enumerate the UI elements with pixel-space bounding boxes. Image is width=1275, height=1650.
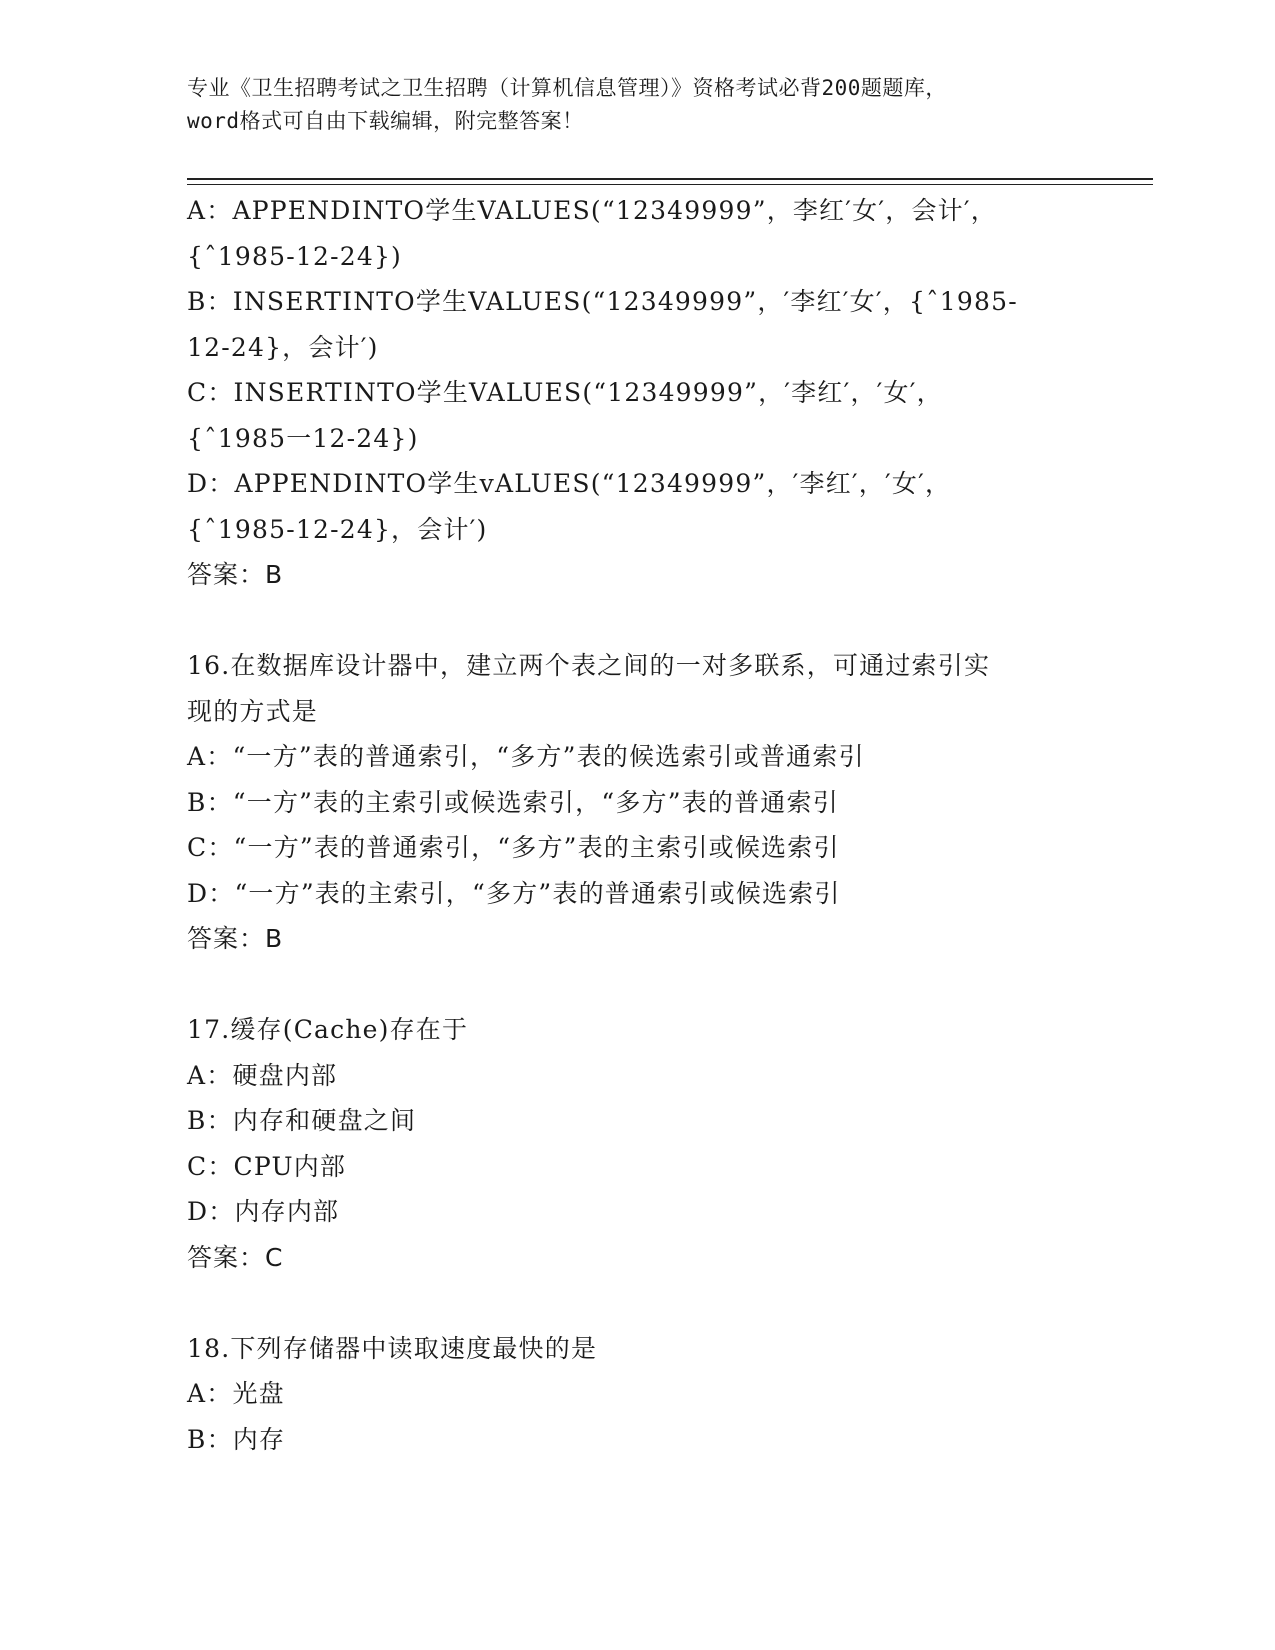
q15-option-b-line-2: 12-24}，会计′) (187, 332, 379, 362)
q15-option-d-line-2: {ˆ1985-12-24}，会计′) (187, 514, 488, 544)
q18-option-a: A：光盘 (187, 1379, 285, 1408)
q17-option-d: D：内存内部 (187, 1197, 340, 1226)
spacer (187, 1280, 1087, 1326)
header-divider-thin (187, 184, 1153, 185)
q17-option-b: B：内存和硬盘之间 (187, 1106, 417, 1135)
q16-answer: 答案：B (187, 924, 284, 953)
q15-option-a-line-2: {ˆ1985-12-24}) (187, 241, 403, 271)
q15-option-d-line-1: D：APPENDINTO学生vALUES(“12349999”，′李红′，′女′， (187, 469, 952, 498)
question-content (187, 188, 1087, 1462)
spacer (187, 962, 1087, 1008)
q16-option-a: A：“一方”表的普通索引，“多方”表的候选索引或普通索引 (187, 742, 865, 771)
q15-option-b-line-1: B：INSERTINTO学生VALUES(“12349999”，′李红′女′，{ˆ1985- (187, 287, 1018, 316)
header-divider-thick (187, 178, 1153, 180)
spacer (187, 598, 1087, 644)
q16-stem-line-2: 现的方式是 (187, 696, 319, 726)
question-16 (187, 643, 1087, 962)
q15-option-c-line-2: {ˆ1985一12-24}) (187, 423, 419, 453)
q16-option-b: B：“一方”表的主索引或候选索引，“多方”表的普通索引 (187, 787, 839, 817)
q15-option-a-line-1: A：APPENDINTO学生VALUES(“12349999”，李红′女′，会计′， (187, 196, 997, 225)
document-header (187, 72, 1087, 138)
q17-option-a: A：硬盘内部 (187, 1060, 338, 1090)
question-17 (187, 1007, 1087, 1280)
q15-option-c-line-1: C：INSERTINTO学生VALUES(“12349999”，′李红′，′女′， (187, 378, 943, 407)
q15-answer: 答案：B (187, 560, 284, 589)
q17-option-c: C：CPU内部 (187, 1151, 347, 1181)
q16-stem-line-1: 16.在数据库设计器中，建立两个表之间的一对多联系，可通过索引实 (187, 651, 991, 680)
question-15-options (187, 188, 1087, 598)
header-title-line-2: word格式可自由下载编辑，附完整答案！ (187, 109, 584, 133)
q17-stem: 17.缓存(Cache)存在于 (187, 1015, 469, 1044)
question-18 (187, 1326, 1087, 1463)
header-title-line-1: 专业《卫生招聘考试之卫生招聘（计算机信息管理）》资格考试必背200题题库， (187, 76, 947, 100)
q18-stem: 18.下列存储器中读取速度最快的是 (187, 1333, 598, 1363)
q16-option-c: C：“一方”表的普通索引，“多方”表的主索引或候选索引 (187, 833, 840, 862)
q17-answer: 答案：C (187, 1242, 284, 1272)
q16-option-d: D：“一方”表的主索引，“多方”表的普通索引或候选索引 (187, 878, 841, 908)
q18-option-b: B：内存 (187, 1424, 286, 1454)
